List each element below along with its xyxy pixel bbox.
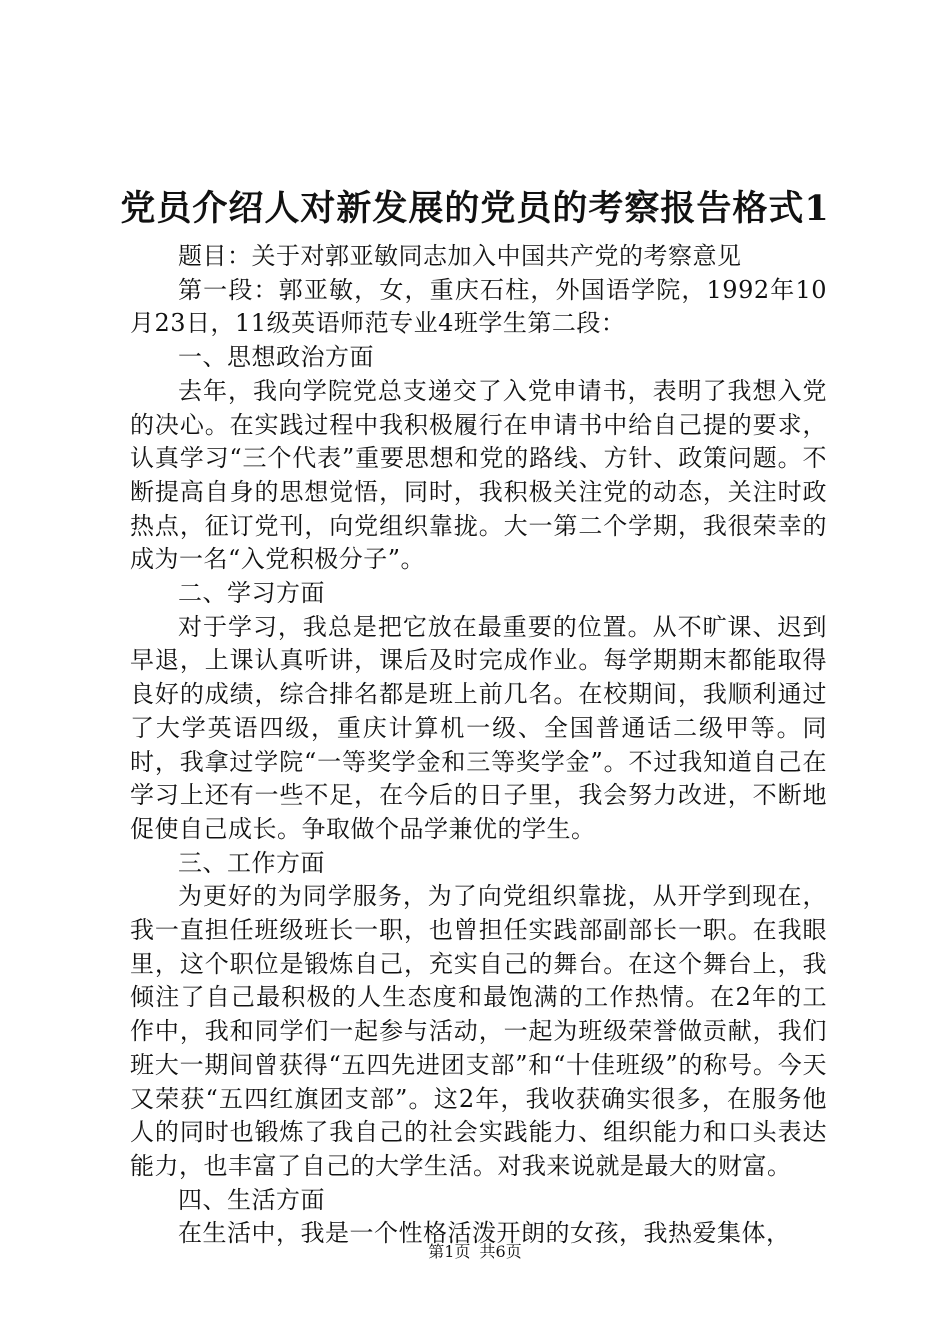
page-total: 共6页 [479,1242,522,1261]
subject-line: 题目：关于对郭亚敏同志加入中国共产党的考察意见 [178,242,742,270]
paragraph-life: 在生活中，我是一个性格活泼开朗的女孩，我热爱集体， [178,1219,791,1248]
document-body [130,240,827,1251]
page-number: 第1页 [428,1242,471,1261]
paragraph-study: 对于学习，我总是把它放在最重要的位置。从不旷课、迟到早退，上课认真听讲，课后及时完成作业。每学期期末都能取得良好的成绩，综合排名都是班上前几名。在校期间，我顺利通过了大学英语四级，重庆计算机一级、全国普通话二级甲等。同时，我拿过学院“一等奖学金和三等奖学金”。不过我知道自己在学习上还有一些不足，在今后的日子里，我会努力改进，不断地促使自己成长。争取做个品学兼优的学生。 [130,612,827,843]
first-section-paragraph: 第一段：郭亚敏，女，重庆石柱，外国语学院，1992年10月23日，11级英语师范专业4班学生第二段： [130,275,827,338]
document-title: 党员介绍人对新发展的党员的考察报告格式1 [120,188,830,229]
section-heading-work: 三、工作方面 [178,848,325,877]
paragraph-politics: 去年，我向学院党总支递交了入党申请书，表明了我想入党的决心。在实践过程中我积极履行在申请书中给自己提的要求，认真学习“三个代表”重要思想和党的路线、方针、政策问题。不断提高自身的思想觉悟，同时，我积极关注党的动态，关注时政热点，征订党刊，向党组织靠拢。大一第二个学期，我很荣幸的成为一名“入党积极分子”。 [130,376,827,574]
section-heading-life: 四、生活方面 [178,1185,325,1214]
paragraph-work: 为更好的为同学服务，为了向党组织靠拢，从开学到现在，我一直担任班级班长一职，也曾担任实践部副部长一职。在我眼里，这个职位是锻炼自己，充实自己的舞台。在这个舞台上，我倾注了自己最积极的人生态度和最饱满的工作热情。在2年的工作中，我和同学们一起参与活动，一起为班级荣誉做贡献，我们班大一期间曾获得“五四先进团支部”和“十佳班级”的称号。今天又荣获“五四红旗团支部”。这2年，我收获确实很多，在服务他人的同时也锻炼了我自己的社会实践能力、组织能力和口头表达能力，也丰富了自己的大学生活。对我来说就是最大的财富。 [130,882,827,1180]
page-footer [0,1240,950,1264]
section-heading-politics: 一、思想政治方面 [178,343,374,372]
section-heading-study: 二、学习方面 [178,579,325,608]
